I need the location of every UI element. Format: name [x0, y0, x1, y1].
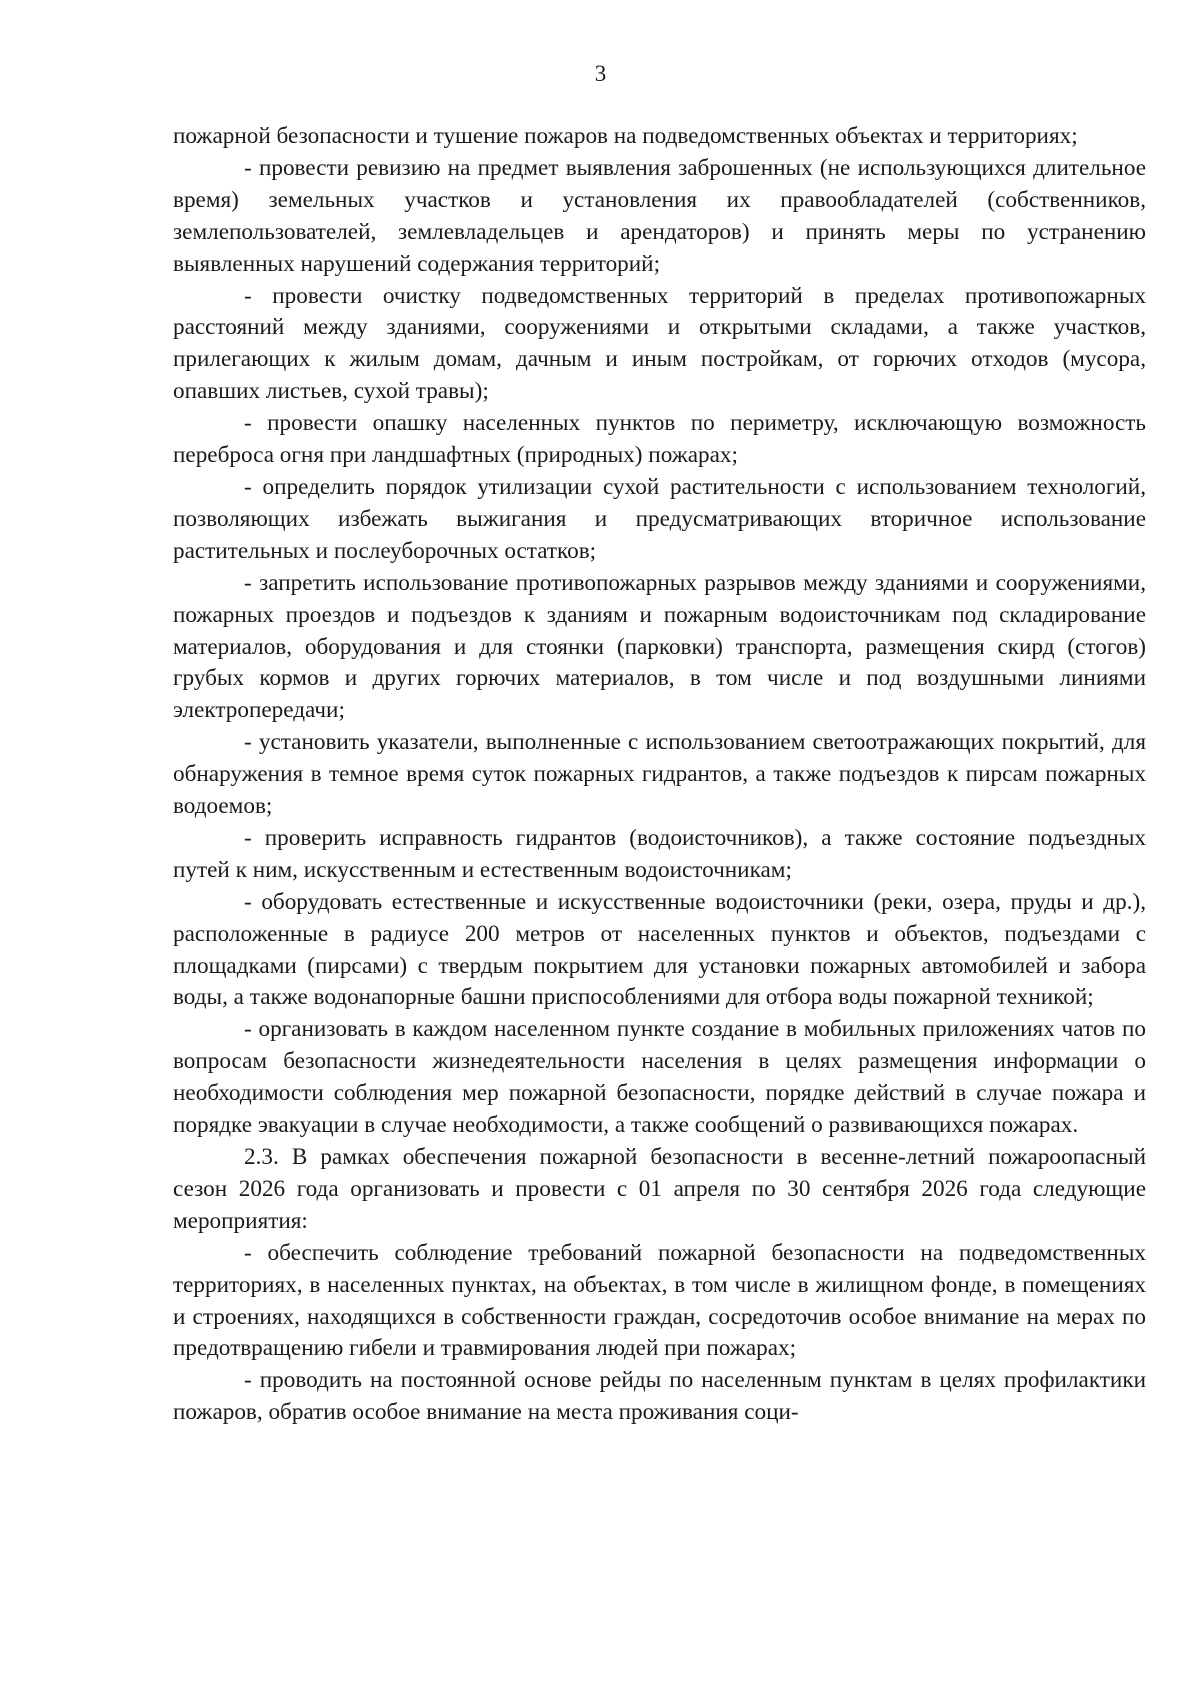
paragraph-prohibit: - запретить использование противопожарных разрывов между зданиями и сооружениями, пожарных проездов и подъездов к зданиям и пожарным водоисточникам под складирование материалов, оборудования и для стоянки (парковки) транспорта, размещения скирд (стогов) грубых кормов и других горючих материалов, в том числе и под воздушными линиями электропередачи;: [173, 569, 1146, 724]
paragraph-plowing: - провести опашку населенных пунктов по периметру, исключающую возможность переброса огня при ландшафтных (природных) пожарах;: [173, 410, 1146, 469]
paragraph-chats: - организовать в каждом населенном пункте создание в мобильных приложениях чатов по вопросам безопасности жизнедеятельности населения в целях размещения информации о необходимости соблюдения мер пожарной безопасности, порядке действий в случае пожара и порядке эвакуации в случае необходимости, а также сообщений о развивающихся пожарах.: [173, 1016, 1146, 1139]
paragraph-compliance: - обеспечить соблюдение требований пожарной безопасности на подведомственных территориях, в населенных пунктах, на объектах, в том числе в жилищном фонде, в помещениях и строениях, находящихся в собственности граждан, сосредоточив особое внимание на мерах по предотвращению гибели и травмирования людей при пожарах;: [173, 1239, 1146, 1362]
paragraph-revision: - провести ревизию на предмет выявления заброшенных (не использующихся длительное время) земельных участков и установления их правообладателей (собственников, землепользователей, землевладельцев и арендаторов) и принять меры по устранению выявленных нарушений содержания территорий;: [173, 154, 1146, 277]
paragraph-hydrants: - проверить исправность гидрантов (водоисточников), а также состояние подъездных путей к ним, искусственным и естественным водоисточникам;: [173, 824, 1146, 883]
paragraph-disposal: - определить порядок утилизации сухой растительности с использованием технологий, позволяющих избежать выжигания и предусматривающих вторичное использование растительных и послеуборочных остатков;: [173, 473, 1146, 564]
paragraph-section-2-3: 2.3. В рамках обеспечения пожарной безопасности в весенне-летний пожароопасный сезон 2026 года организовать и провести с 01 апреля по 30 сентября 2026 года следующие мероприятия:: [173, 1144, 1146, 1234]
paragraph-cleaning: - провести очистку подведомственных территорий в пределах противопожарных расстояний между зданиями, сооружениями и открытыми складами, а также участков, прилегающих к жилым домам, дачным и иным постройкам, от горючих отходов (мусора, опавших листьев, сухой травы);: [173, 282, 1146, 405]
page-number: 3: [594, 61, 607, 86]
paragraph-water-sources: - оборудовать естественные и искусственные водоисточники (реки, озера, пруды и др.), расположенные в радиусе 200 метров от населенных пунктов и объектов, подъездами с площадками (пирсами) с твердым покрытием для установки пожарных автомобилей и забора воды, а также водонапорные башни приспособлениями для отбора воды пожарной техникой;: [173, 888, 1146, 1011]
document-body: [173, 121, 1146, 1429]
paragraph-signs: - установить указатели, выполненные с использованием светоотражающих покрытий, для обнаружения в темное время суток пожарных гидрантов, а также подъездов к пирсам пожарных водоемов;: [173, 729, 1146, 820]
paragraph-continuation: пожарной безопасности и тушение пожаров на подведомственных объектах и территориях;: [173, 123, 1078, 149]
paragraph-raids: - проводить на постоянной основе рейды по населенным пунктам в целях профилактики пожаров, обратив особое внимание на места проживания соци-: [173, 1367, 1146, 1426]
